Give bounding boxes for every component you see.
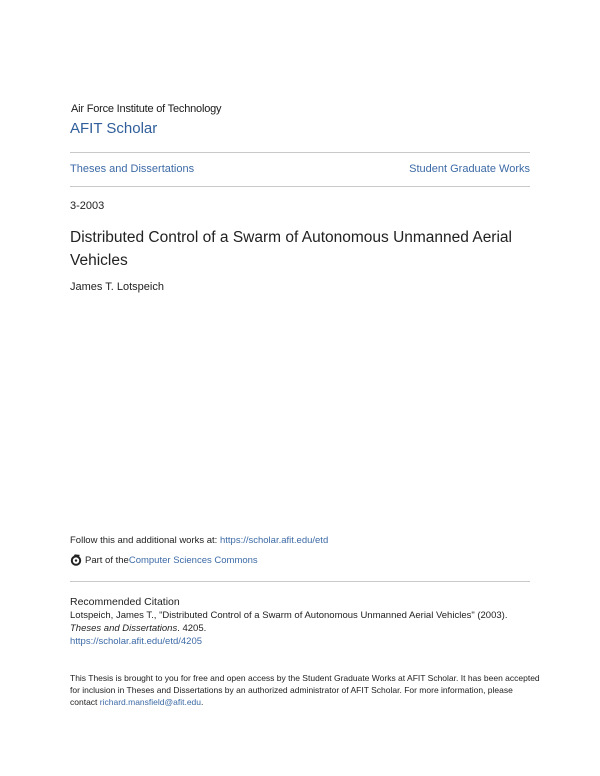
citation-number: . 4205.	[177, 623, 207, 634]
follow-line	[70, 535, 328, 546]
institution-name: Air Force Institute of Technology	[71, 103, 222, 115]
contact-email-link[interactable]: richard.mansfield@afit.edu	[99, 697, 202, 707]
citation-heading: Recommended Citation	[70, 596, 180, 608]
part-of-prefix: Part of the	[85, 554, 129, 566]
citation-text: Lotspeich, James T., "Distributed Control of a Swarm of Autonomous Unmanned Aerial Vehicles" (2003).	[70, 610, 508, 621]
citation-series-line	[70, 622, 540, 635]
citation-series: Theses and Dissertations	[70, 623, 178, 634]
publication-date: 3-2003	[70, 200, 105, 212]
access-statement-end: .	[201, 697, 204, 707]
citation-url-link[interactable]: https://scholar.afit.edu/etd/4205	[70, 636, 203, 647]
follow-prefix: Follow this and additional works at:	[70, 535, 220, 546]
document-title: Distributed Control of a Swarm of Autonomous Unmanned Aerial Vehicles	[70, 229, 512, 269]
part-of-line	[70, 554, 258, 566]
repository-link[interactable]: AFIT Scholar	[70, 120, 158, 137]
divider-top	[70, 152, 530, 153]
follow-url-link[interactable]: https://scholar.afit.edu/etd	[219, 535, 329, 546]
open-access-lock-icon	[70, 554, 82, 566]
access-statement	[70, 672, 540, 708]
divider-citation	[70, 581, 530, 582]
citation-body	[70, 609, 540, 648]
author-name: James T. Lotspeich	[70, 281, 164, 293]
computer-sciences-commons-link[interactable]: Computer Sciences Commons	[128, 554, 258, 566]
divider-nav	[70, 186, 530, 187]
student-graduate-works-link[interactable]: Student Graduate Works	[409, 163, 530, 175]
theses-dissertations-link[interactable]: Theses and Dissertations	[70, 163, 195, 175]
access-statement-text: This Thesis is brought to you for free and open access by the Student Graduate Works at AFIT Scholar. It has been accepted for inclusion in Theses and Dissertations by an authorized administrator of AFIT Scholar. For more information, please contact	[70, 673, 540, 707]
